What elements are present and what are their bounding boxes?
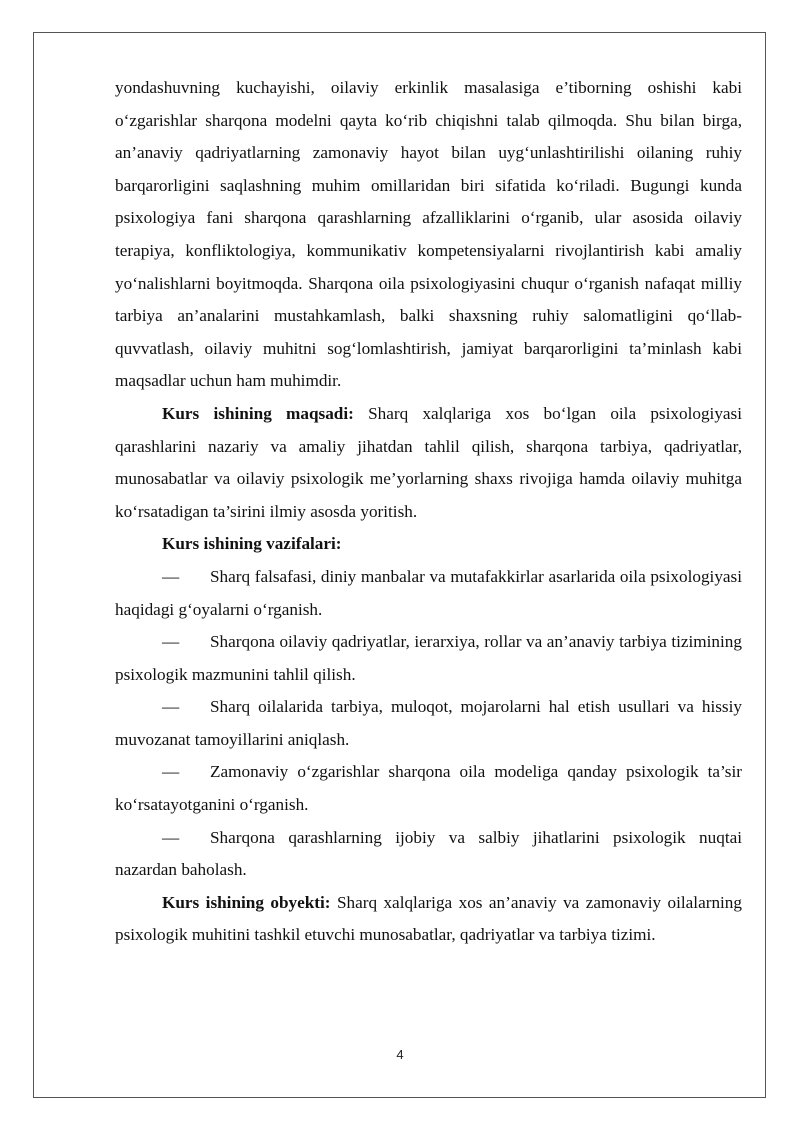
task-item-5 (115, 822, 742, 887)
object-label: Kurs ishining obyekti: (162, 892, 331, 912)
goal-paragraph (115, 398, 742, 528)
intro-paragraph: yondashuvning kuchayishi, oilaviy erkinlik masalasiga e’tiborning oshishi kabi o‘zgarishlar sharqona modelni qayta ko‘rib chiqishni talab qilmoqda. Shu bilan birga, an’anaviy qadriyatlarning zamonaviy hayot bilan uyg‘unlashtirilishi oilaning ruhiy barqarorligini saqlashning muhim omillaridan biri sifatida ko‘riladi. Bugungi kunda psixologiya fani sharqona qarashlarning afzalliklarini o‘rganib, ular asosida oilaviy terapiya, konfliktologiya, kommunikativ kompetensiyalarni rivojlantirish kabi amaliy yo‘nalishlarni boyitmoqda. Sharqona oila psixologiyasini chuqur o‘rganish nafaqat milliy tarbiya an’analarini mustahkamlash, balki shaxsning ruhiy salomatligini qo‘llab-quvvatlash, oilaviy muhitni sog‘lomlashtirish, jamiyat barqarorligini ta’minlash kabi maqsadlar uchun ham muhimdir. (115, 78, 742, 391)
object-paragraph (115, 887, 742, 952)
task-item-3 (115, 691, 742, 756)
dash-bullet: — (162, 827, 180, 847)
task-item-2 (115, 626, 742, 691)
dash-bullet: — (162, 632, 180, 652)
task-text: Sharq oilalarida tarbiya, muloqot, mojarolarni hal etish usullari va hissiy muvozanat tamoyillarini aniqlash. (115, 697, 742, 749)
dash-bullet: — (162, 566, 180, 586)
task-text: Sharqona qarashlarning ijobiy va salbiy jihatlarini psixologik nuqtai nazardan baholash. (115, 827, 742, 880)
task-item-4 (115, 756, 742, 821)
tasks-heading: Kurs ishining vazifalari: (162, 534, 342, 554)
goal-text: Sharq xalqlariga xos bo‘lgan oila psixologiyasi qarashlarini nazariy va amaliy jihatdan tahlil qilish, sharqona tarbiya, qadriyatlar, munosabatlar va oilaviy psixologik me’yorlarning shaxs rivojiga hamda oilaviy muhitga ko‘rsatadigan ta’sirini ilmiy asosda yoritish. (115, 403, 743, 521)
object-text: Sharq xalqlariga xos an’anaviy va zamonaviy oilalarning psixologik muhitini tashkil etuvchi munosabatlar, qadriyatlar va tarbiya tizimi. (115, 892, 742, 945)
task-text: Sharq falsafasi, diniy manbalar va mutafakkirlar asarlarida oila psixologiyasi haqidagi g‘oyalarni o‘rganish. (115, 566, 742, 619)
dash-bullet: — (162, 697, 180, 717)
goal-label: Kurs ishining maqsadi: (162, 403, 354, 423)
task-text: Zamonaviy o‘zgarishlar sharqona oila modeliga qanday psixologik ta’sir ko‘rsatayotganini o‘rganish. (115, 762, 742, 815)
document-body (115, 72, 742, 952)
dash-bullet: — (162, 762, 180, 782)
page-number: 4 (396, 1047, 404, 1062)
task-text: Sharqona oilaviy qadriyatlar, ierarxiya, rollar va an’anaviy tarbiya tizimining psixologik mazmunini tahlil qilish. (115, 632, 742, 684)
task-item-1 (115, 561, 742, 626)
